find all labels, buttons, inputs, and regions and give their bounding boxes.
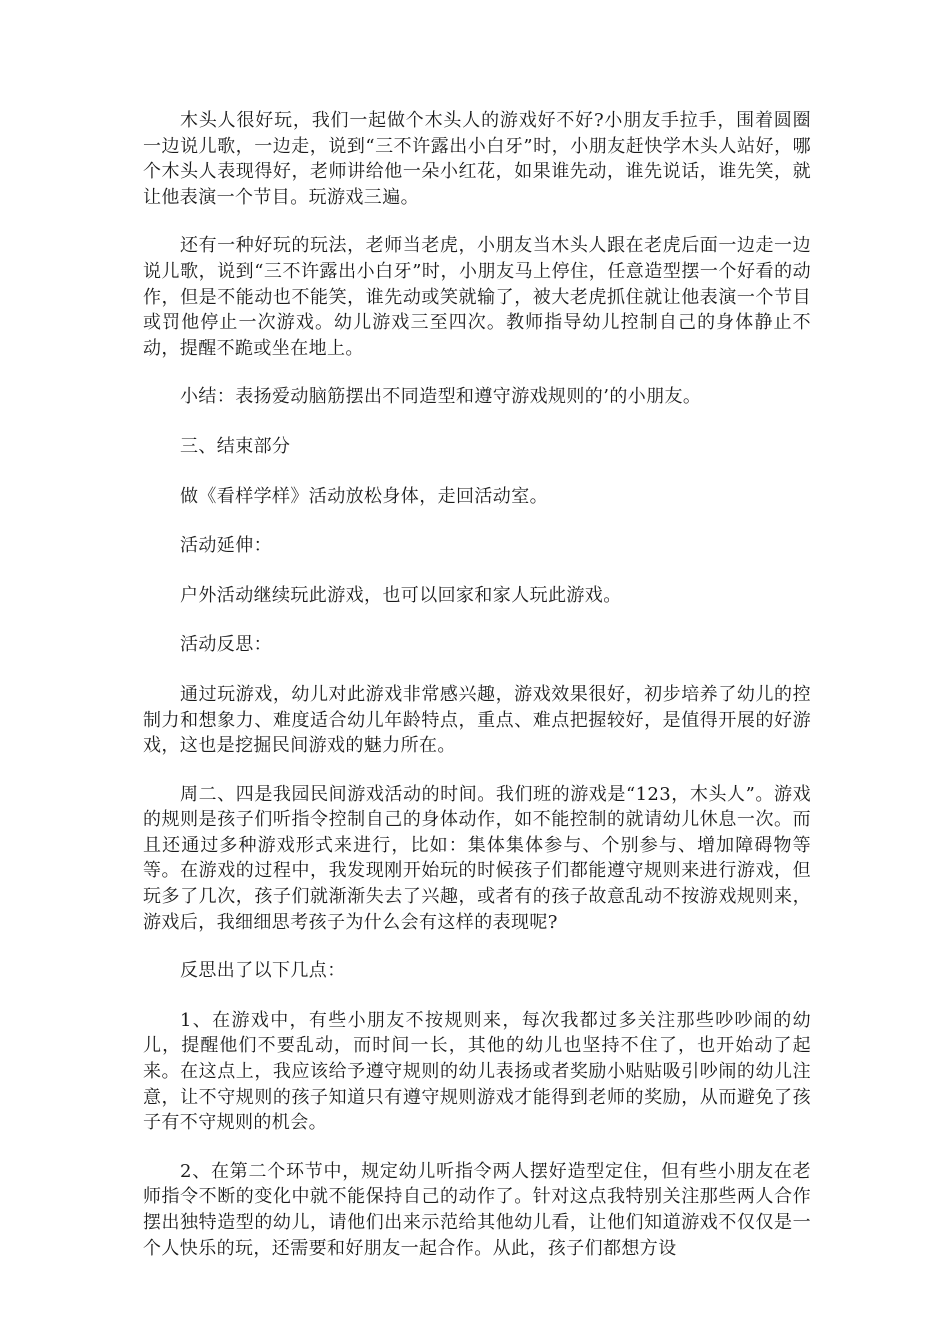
paragraph-weekly-game: 周二、四是我园民间游戏活动的时间。我们班的游戏是“123，木头人”。游戏的规则是孩子们听指令控制自己的身体动作，如不能控制的就请幼儿休息一次。而且还通过多种游戏形式来进行，比如：集体集体参与、个别参与、增加障碍物等等。在游戏的过程中，我发现刚开始玩的时候孩子们都能遵守规则来进行游戏，但玩多了几次，孩子们就渐渐失去了兴趣，或者有的孩子故意乱动不按游戏规则来，游戏后，我细细思考孩子为什么会有这样的表现呢? <box>143 783 811 933</box>
section-heading-reflection: 活动反思： <box>180 634 272 656</box>
section-heading-extension: 活动延伸： <box>180 535 272 557</box>
paragraph-relax-activity: 做《看样学样》活动放松身体，走回活动室。 <box>180 485 548 507</box>
paragraph-reflection-points-heading: 反思出了以下几点： <box>180 960 346 982</box>
document-page <box>143 108 811 1284</box>
paragraph-extension: 户外活动继续玩此游戏，也可以回家和家人玩此游戏。 <box>180 584 622 606</box>
paragraph-point-two: 2、在第二个环节中，规定幼儿听指令两人摆好造型定住，但有些小朋友在老师指令不断的变化中就不能保持自己的动作了。针对这点我特别关注那些两人合作摆出独特造型的幼儿，请他们出来示范给其他幼儿看，让他们知道游戏不仅仅是一个人快乐的玩，还需要和好朋友一起合作。从此，孩子们都想方设 <box>143 1160 811 1259</box>
paragraph-summary: 小结：表扬爱动脑筋摆出不同造型和遵守游戏规则的’的小朋友。 <box>180 386 702 408</box>
paragraph-reflection-summary: 通过玩游戏，幼儿对此游戏非常感兴趣，游戏效果很好，初步培养了幼儿的控制力和想象力、难度适合幼儿年龄特点，重点、难点把握较好，是值得开展的好游戏，这也是挖掘民间游戏的魅力所在。 <box>143 683 811 757</box>
paragraph-point-one: 1、在游戏中，有些小朋友不按规则来，每次我都过多关注那些吵吵闹的幼儿，提醒他们不要乱动，而时间一长，其他的幼儿也坚持不住了，也开始动了起来。在这点上，我应该给予遵守规则的幼儿表扬或者奖励小贴贴吸引吵闹的幼儿注意，让不守规则的孩子知道只有遵守规则游戏才能得到老师的奖励，从而避免了孩子有不守规则的机会。 <box>143 1009 811 1134</box>
paragraph-tiger-variant: 还有一种好玩的玩法，老师当老虎，小朋友当木头人跟在老虎后面一边走一边说儿歌，说到“三不许露出小白牙”时，小朋友马上停住，任意造型摆一个好看的动作，但是不能动也不能笑，谁先动或笑就输了，被大老虎抓住就让他表演一个节目或罚他停止一次游戏。幼儿游戏三至四次。教师指导幼儿控制自己的身体静止不动，提醒不跪或坐在地上。 <box>143 235 811 359</box>
paragraph-intro-game: 木头人很好玩，我们一起做个木头人的游戏好不好?小朋友手拉手，围着圆圈一边说儿歌，一边走，说到“三不许露出小白牙”时，小朋友赶快学木头人站好，哪个木头人表现得好，老师讲给他一朵小红花，如果谁先动，谁先说话，谁先笑，就让他表演一个节目。玩游戏三遍。 <box>143 110 811 208</box>
section-heading-ending: 三、结束部分 <box>180 435 291 457</box>
